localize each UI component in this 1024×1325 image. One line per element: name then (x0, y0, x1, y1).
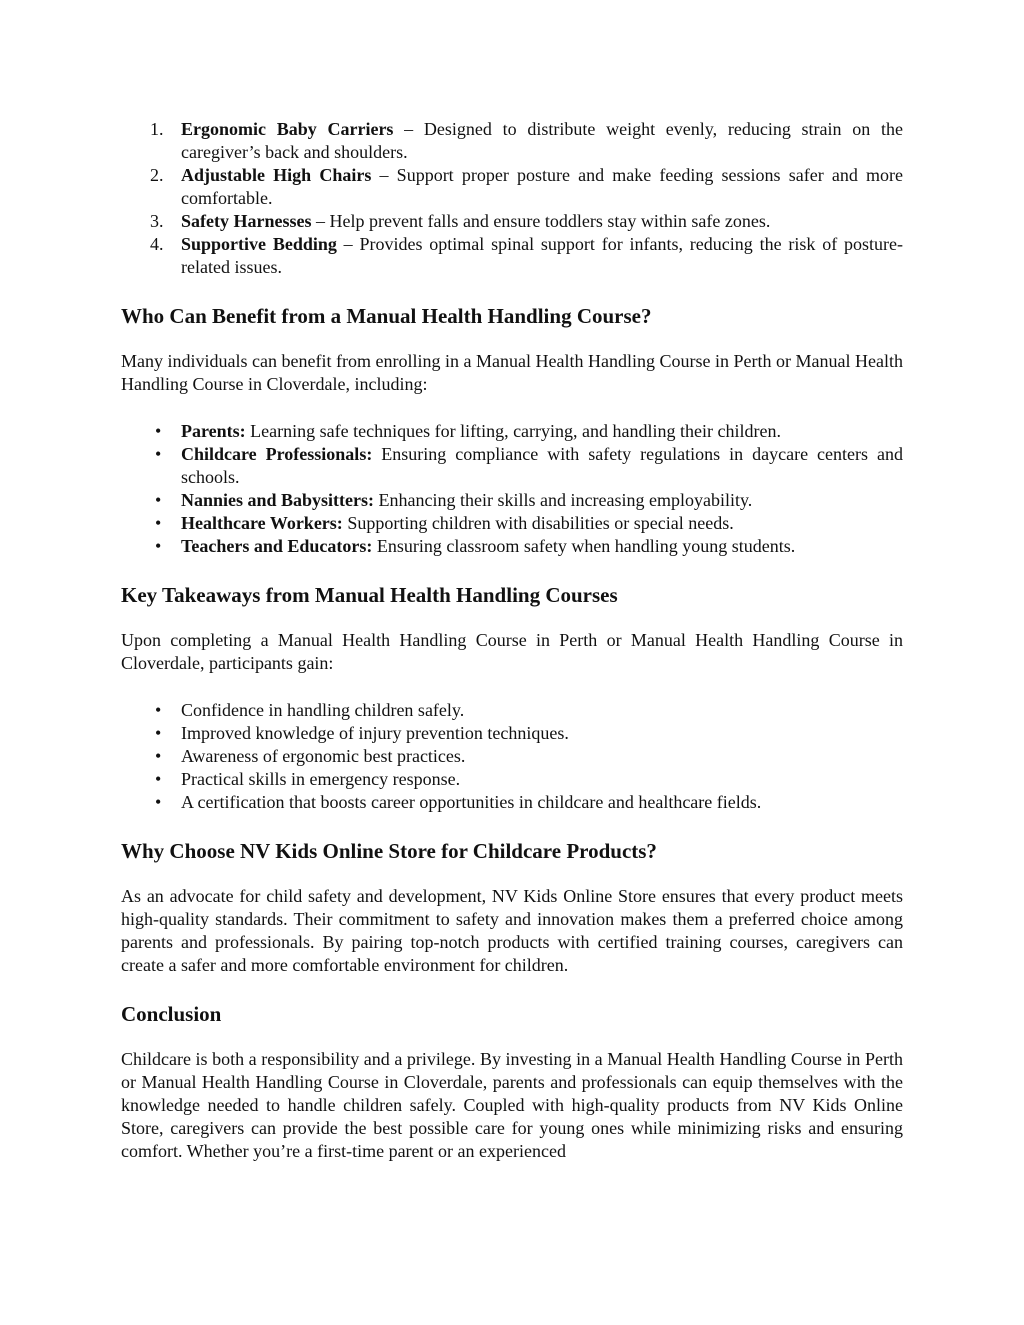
list-item-text: Improved knowledge of injury prevention techniques. (181, 723, 569, 743)
list-item (121, 443, 903, 489)
list-number: 1. (150, 119, 164, 139)
list-item (121, 745, 903, 768)
bullet-icon: • (155, 421, 162, 441)
list-number: 4. (150, 234, 164, 254)
list-item-term: Teachers and Educators: (181, 536, 373, 556)
benefit-heading: Who Can Benefit from a Manual Health Handling Course? (121, 304, 652, 328)
benefit-intro: Many individuals can benefit from enrolling in a Manual Health Handling Course in Perth or Manual Health Handling Course in Cloverdale, including: (121, 351, 903, 394)
list-item-text: – Designed to distribute weight evenly, reducing strain on the caregiver’s back and shoulders. (181, 119, 903, 162)
bullet-icon: • (155, 700, 162, 720)
takeaways-intro: Upon completing a Manual Health Handling Course in Perth or Manual Health Handling Course in Cloverdale, participants gain: (121, 630, 903, 673)
takeaways-bullet-list (121, 699, 903, 814)
bullet-icon: • (155, 792, 162, 812)
list-item (121, 420, 903, 443)
list-item-text: Learning safe techniques for lifting, carrying, and handling their children. (245, 421, 781, 441)
list-item-text: Practical skills in emergency response. (181, 769, 461, 789)
bullet-icon: • (155, 513, 162, 533)
bullet-icon: • (155, 723, 162, 743)
list-item (121, 489, 903, 512)
list-number: 2. (150, 165, 164, 185)
bullet-icon: • (155, 769, 162, 789)
list-item-text: – Help prevent falls and ensure toddlers stay within safe zones. (311, 211, 771, 231)
list-item (121, 791, 903, 814)
list-item-term: Safety Harnesses (181, 211, 312, 231)
bullet-icon: • (155, 444, 162, 464)
list-item-term: Supportive Bedding (181, 234, 337, 254)
list-item (121, 164, 903, 210)
list-item-term: Nannies and Babysitters: (181, 490, 375, 510)
list-item (121, 233, 903, 279)
list-item (121, 118, 903, 164)
list-item (121, 699, 903, 722)
list-item-term: Adjustable High Chairs (181, 165, 372, 185)
benefit-bullet-list (121, 420, 903, 558)
list-item-text: A certification that boosts career opportunities in childcare and healthcare fields. (181, 792, 762, 812)
list-item-text: – Provides optimal spinal support for infants, reducing the risk of posture-related issues. (181, 234, 903, 277)
takeaways-heading: Key Takeaways from Manual Health Handling Courses (121, 583, 618, 607)
bullet-icon: • (155, 536, 162, 556)
list-item (121, 768, 903, 791)
list-item (121, 512, 903, 535)
conclusion-paragraph: Childcare is both a responsibility and a privilege. By investing in a Manual Health Handling Course in Perth or Manual Health Handling Course in Cloverdale, parents and professionals can equip themselves with the knowledge needed to handle children safely. Coupled with high-quality products from NV Kids Online Store, caregivers can provide the best possible care for young ones while minimizing risks and ensuring comfort. Whether you’re a first-time parent or an experienced (121, 1049, 903, 1161)
list-item-term: Parents: (181, 421, 246, 441)
list-item-text: Supporting children with disabilities or special needs. (342, 513, 734, 533)
list-item (121, 210, 903, 233)
list-item-text: Awareness of ergonomic best practices. (181, 746, 466, 766)
conclusion-heading: Conclusion (121, 1002, 222, 1026)
document-page (121, 118, 903, 1163)
list-item-text: – Support proper posture and make feeding sessions safer and more comfortable. (181, 165, 903, 208)
list-item (121, 535, 903, 558)
bullet-icon: • (155, 746, 162, 766)
list-item-term: Healthcare Workers: (181, 513, 343, 533)
products-numbered-list (121, 118, 903, 279)
list-number: 3. (150, 211, 164, 231)
list-item-term: Ergonomic Baby Carriers (181, 119, 394, 139)
list-item-term: Childcare Professionals: (181, 444, 373, 464)
list-item-text: Ensuring classroom safety when handling young students. (372, 536, 796, 556)
list-item (121, 722, 903, 745)
why-heading: Why Choose NV Kids Online Store for Childcare Products? (121, 839, 657, 863)
list-item-text: Confidence in handling children safely. (181, 700, 465, 720)
bullet-icon: • (155, 490, 162, 510)
why-paragraph: As an advocate for child safety and development, NV Kids Online Store ensures that every product meets high-quality standards. Their commitment to safety and innovation makes them a preferred choice among parents and professionals. By pairing top-notch products with certified training courses, caregivers can create a safer and more comfortable environment for children. (121, 886, 903, 975)
list-item-text: Enhancing their skills and increasing employability. (374, 490, 753, 510)
list-item-text: Ensuring compliance with safety regulations in daycare centers and schools. (181, 444, 903, 487)
